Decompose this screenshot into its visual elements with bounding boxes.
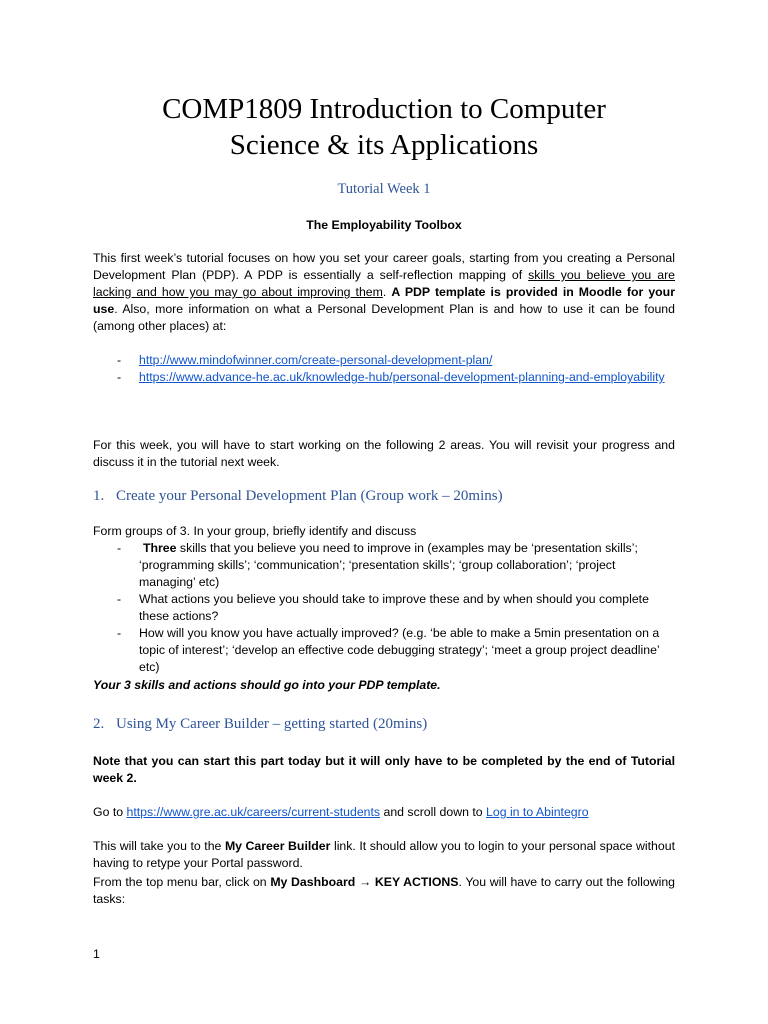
page-number: 1	[93, 947, 100, 961]
bullet-1-bold: Three	[143, 541, 177, 555]
intro-bold: A PDP template is provided in Moodle for your use	[93, 285, 675, 316]
intro-text-2: .	[382, 285, 392, 299]
discussion-list	[93, 540, 675, 676]
bullet-dash: -	[117, 592, 122, 606]
links-list	[93, 352, 675, 386]
menu-paragraph	[93, 874, 675, 908]
pdp-link-2[interactable]: https://www.advance-he.ac.uk/knowledge-hub/personal-development-planning-and-employability	[139, 370, 665, 384]
heading-1-number: 1.	[93, 488, 105, 504]
menu-text-1: From the top menu bar, click on	[93, 875, 271, 889]
completion-note: Note that you can start this part today but it will only have to be completed by the end of Tutorial week 2.	[93, 754, 675, 785]
menu-text-2: . You will have to carry out the following tasks:	[93, 875, 676, 906]
list-item	[93, 540, 675, 591]
my-dashboard-bold: My Dashboard	[270, 875, 356, 889]
list-item	[93, 369, 675, 386]
careers-link[interactable]: https://www.gre.ac.uk/careers/current-students	[126, 805, 381, 819]
career-text-1: This will take you to the	[93, 839, 225, 853]
list-item	[93, 591, 675, 625]
goto-middle: and scroll down to	[383, 805, 487, 819]
career-builder-paragraph	[93, 838, 675, 872]
heading-1-text: Create your Personal Development Plan (Group work – 20mins)	[116, 488, 503, 504]
pdp-link-1[interactable]: http://www.mindofwinner.com/create-personal-development-plan/	[139, 353, 493, 367]
goto-paragraph	[93, 804, 675, 821]
pdp-note: Your 3 skills and actions should go into your PDP template.	[93, 678, 441, 692]
intro-text-1: This first week’s tutorial focuses on how you set your career goals, starting from you creating a Personal Development Plan (PDP). A PDP is essentially a self-reflection mapping of	[93, 251, 675, 282]
title-line-2: Science & its Applications	[229, 129, 539, 161]
week-paragraph: For this week, you will have to start working on the following 2 areas. You will revisit your progress and discuss it in the tutorial next week.	[93, 438, 675, 469]
arrow-right-icon: →	[358, 875, 372, 889]
heading-1	[93, 488, 675, 505]
groups-intro: Form groups of 3. In your group, briefly identify and discuss	[93, 524, 417, 538]
goto-prefix: Go to	[93, 805, 127, 819]
career-builder-bold: My Career Builder	[224, 839, 331, 853]
document-title	[83, 91, 685, 163]
career-text-2: link. It should allow you to login to your personal space without having to retype your Portal password.	[93, 839, 675, 870]
intro-text-3: . Also, more information on what a Personal Development Plan is and how to use it can be found (among other places) at:	[93, 302, 675, 333]
key-actions-bold: KEY ACTIONS	[374, 875, 459, 889]
heading-2-text: Using My Career Builder – getting started (20mins)	[116, 716, 428, 732]
heading-2-number: 2.	[93, 716, 105, 732]
section-title: The Employability Toolbox	[306, 218, 462, 232]
bullet-dash: -	[117, 626, 122, 640]
list-item	[93, 625, 675, 676]
intro-underlined: skills you believe you are lacking and how you may go about improving them	[93, 268, 676, 299]
bullet-dash: -	[117, 353, 122, 367]
bullet-3-text: How will you know you have actually improved? (e.g. ‘be able to make a 5min presentation on a topic of interest’; ‘develop an effective code debugging strategy’; ‘meet a group project deadline’ etc)	[139, 626, 660, 674]
tutorial-subtitle: Tutorial Week 1	[337, 181, 431, 197]
abintegro-login-link[interactable]: Log in to Abintegro	[486, 805, 589, 819]
bullet-dash: -	[117, 370, 122, 384]
bullet-dash: -	[117, 541, 122, 555]
heading-2	[93, 716, 675, 733]
title-line-1: COMP1809 Introduction to Computer	[162, 93, 606, 125]
intro-paragraph	[93, 250, 675, 335]
bullet-2-text: What actions you believe you should take to improve these and by when should you complete these actions?	[139, 592, 649, 623]
list-item	[93, 352, 675, 369]
bullet-1-text: skills that you believe you need to improve in (examples may be ‘presentation skills’; ‘programming skills’; ‘communication’; ‘presentation skills’; ‘group collaboration’; ‘project managing’ etc)	[139, 541, 638, 589]
